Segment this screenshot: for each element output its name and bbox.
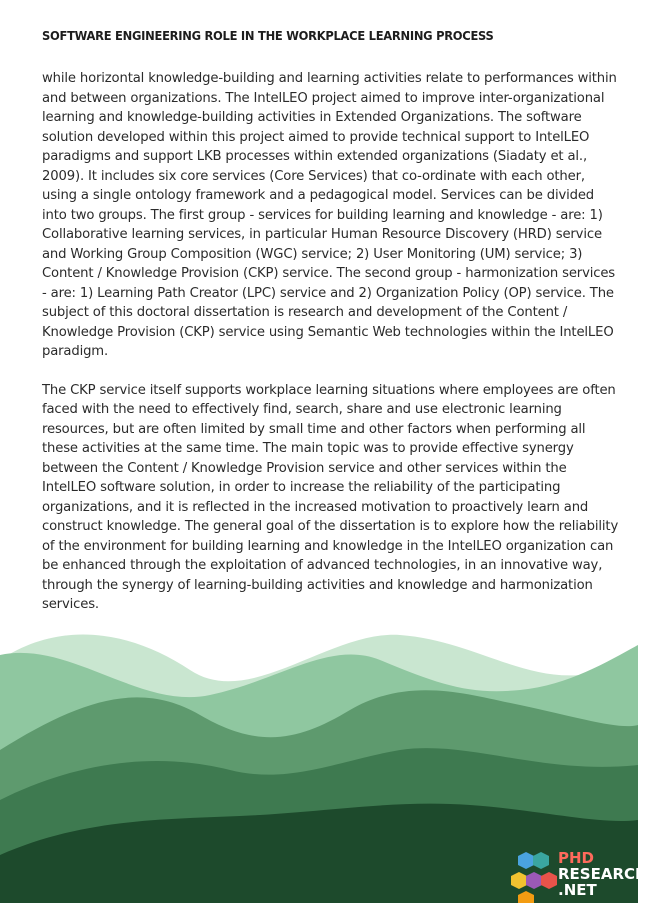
hexagon-orange-icon [518, 891, 534, 903]
hexagon-purple-icon [526, 872, 542, 889]
logo-text [558, 850, 648, 898]
hexagon-red-icon [541, 872, 557, 889]
hexagon-blue-icon [518, 852, 534, 869]
section-title: SOFTWARE ENGINEERING ROLE IN THE WORKPLACE LEARNING PROCESS [42, 28, 494, 43]
paragraph-2: The CKP service itself supports workplace learning situations where employees are often faced with the need to effectively find, search, share and use electronic learning resources, but are often limited by small time and other factors when performing all these activities at the same time. The main topic was to provide effective synergy between the Content / Knowledge Provision service and other services within the IntelLEO software solution, in order to increase the reliability of the participating organizations, and it is reflected in the increased motivation to proactively learn and construct knowledge. The general goal of the dissertation is to explore how the reliability of the environment for building learning and knowledge in the IntelLEO organization can be enhanced through the exploitation of advanced technologies, in an innovative way, through the synergy of learning-building activities and knowledge and harmonization services. [42, 382, 619, 612]
hexagon-yellow-icon [511, 872, 527, 889]
hexagon-teal-icon [533, 852, 549, 869]
logo-line-2: RESEARCH [558, 865, 648, 883]
logo-line-1: PHD [558, 849, 594, 867]
paragraph-1: while horizontal knowledge-building and learning activities relate to performances within and between organizations. The IntelLEO project aimed to improve inter-organizational learning and knowledge-building activities in Extended Organizations. The software solution developed within this project aimed to provide technical support to IntelLEO paradigms and support LKB processes within extended organizations (Siadaty et al., 2009). It includes six core services (Core Services) that co-ordinate with each other, using a single ontology framework and a pedagogical model. Services can be divided into two groups. The first group - services for building learning and knowledge - are: 1) Collaborative learning services, in particular Human Resource Discovery (HRD) service and Working Group Composition (WGC) service; 2) User Monitoring (UM) service; 3) Content / Knowledge Provision (CKP) service. The second group - harmonization services - are: 1) Learning Path Creator (LPC) service and 2) Organization Policy (OP) service. The subject of this doctoral dissertation is research and development of the Content / Knowledge Provision (CKP) service using Semantic Web technologies within the IntelLEO paradigm. [42, 71, 617, 359]
logo-line-3: .NET [558, 881, 597, 899]
page-content [42, 28, 620, 634]
